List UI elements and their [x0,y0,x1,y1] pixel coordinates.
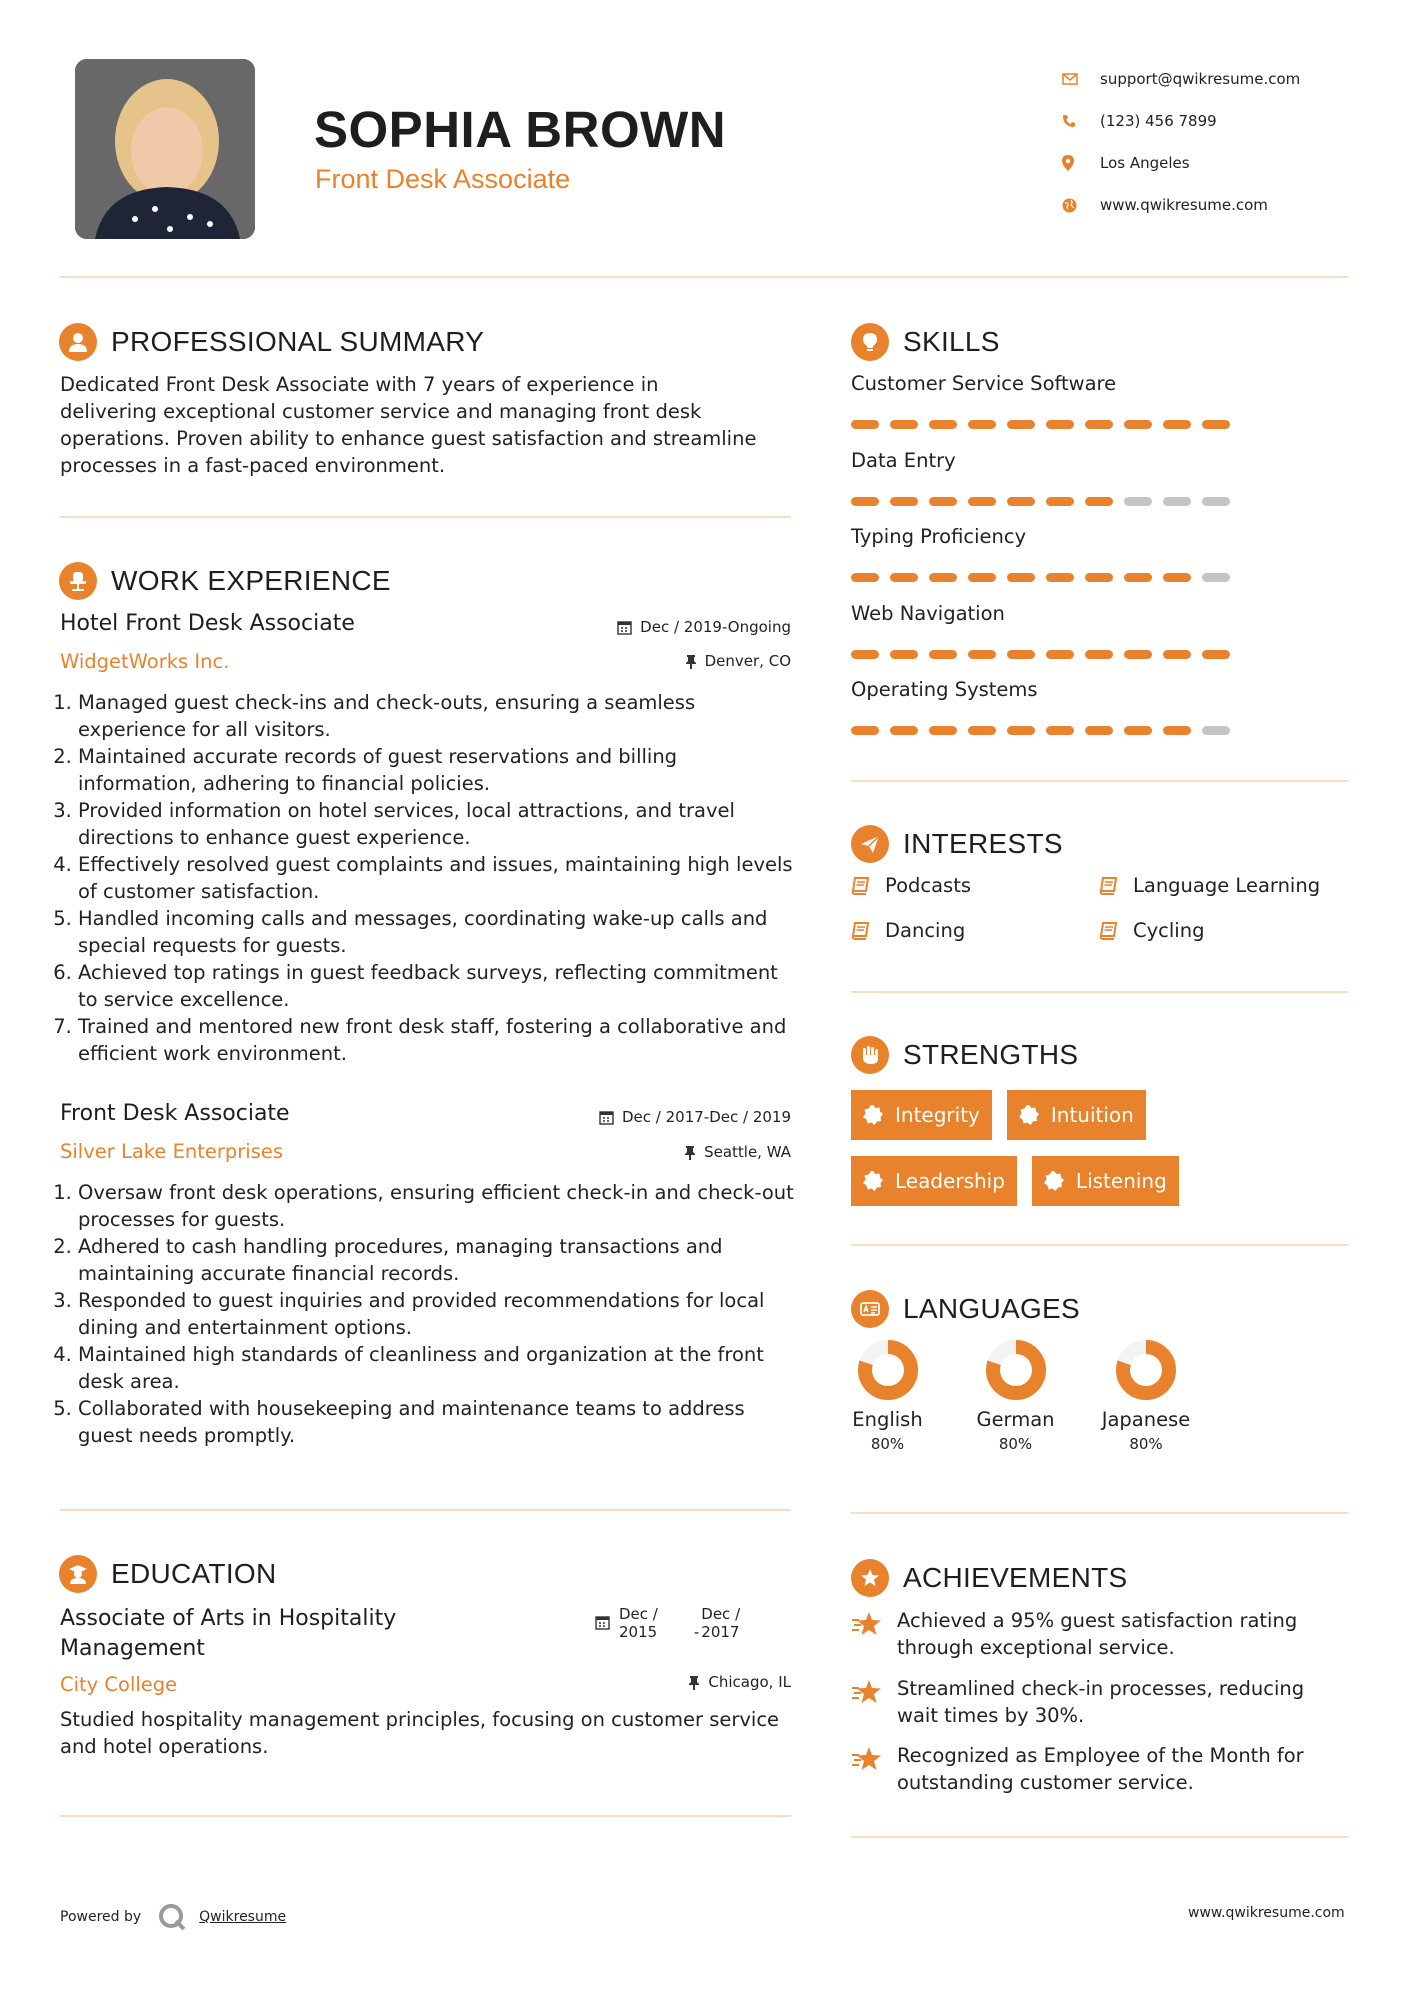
contact-phone[interactable] [1062,100,1300,142]
qwikresume-logo-icon [157,1902,187,1932]
education-date-separator: - [693,1623,700,1641]
book-icon [1099,877,1119,895]
strength-chip [851,1156,1017,1206]
skill-dash [851,573,879,582]
strength-chip [1007,1090,1146,1140]
achievement-text: Streamlined check-in processes, reducing wait times by 30%. [897,1677,1305,1727]
phone-icon [1062,114,1100,128]
skill-meter [851,650,1241,659]
star-icon [851,1746,883,1772]
list-item: 4. Maintained high standards of cleanliness and organization at the front desk area. [78,1341,799,1395]
achievement-item [851,1607,1341,1661]
skill-dash [1163,420,1191,429]
skill-dash [1124,573,1152,582]
strength-chip [1032,1156,1179,1206]
interest-item [851,874,971,897]
achievement-item [851,1742,1341,1796]
skill-dash [968,497,996,506]
skill-dash [890,497,918,506]
degree-line-2: Management [60,1636,205,1661]
interests-divider [851,991,1348,993]
interest-label: Cycling [1133,919,1205,942]
interests-header [851,825,1063,863]
strengths-divider [851,1244,1348,1246]
skill-dash [1007,726,1035,735]
skill-name: Customer Service Software [851,372,1117,395]
candidate-title: Front Desk Associate [315,164,571,194]
profile-photo [75,59,255,239]
trophy-star-icon [851,1559,889,1597]
language-item [1096,1340,1196,1453]
language-ring [858,1340,918,1400]
book-icon [851,877,871,895]
list-item: 2. Maintained accurate records of guest reservations and billing information, adhering to financial policies. [78,743,799,797]
interest-label: Podcasts [885,874,972,897]
work-header [59,562,391,600]
skill-dash [1007,650,1035,659]
achievements-heading: ACHIEVEMENTS [903,1562,1128,1593]
skill-dash [890,726,918,735]
job-title: Front Desk Associate [60,1101,290,1126]
skills-header [851,323,1000,361]
job-location [500,652,791,670]
education-start-year: 2015 [619,1623,658,1641]
pushpin-icon [685,654,697,669]
contact-phone-text: (123) 456 7899 [1100,112,1217,130]
job-bullets [59,689,799,1067]
skill-dash [929,573,957,582]
education-end-month: Dec / [701,1605,741,1623]
skill-dash [1085,497,1113,506]
paper-plane-icon [851,825,889,863]
badge-icon [1044,1171,1064,1191]
language-name: German [976,1408,1055,1431]
skill-dash [929,497,957,506]
list-item: 4. Effectively resolved guest complaints and issues, maintaining high levels of customer satisfaction. [78,851,799,905]
skill-dash [1085,420,1113,429]
contact-location [1062,142,1300,184]
strengths-list [851,1090,1341,1222]
contact-list [1062,58,1300,226]
chair-icon [59,562,97,600]
summary-divider [60,516,791,518]
skill-dash [1085,726,1113,735]
envelope-icon [1062,73,1100,85]
work-divider [60,1509,791,1511]
skill-dash [1085,650,1113,659]
powered-by-label: Powered by [60,1909,142,1925]
candidate-name: SOPHIA BROWN [314,101,727,158]
job-bullets [59,1179,799,1449]
list-item: 3. Responded to guest inquiries and provided recommendations for local dining and entertainment options. [78,1287,799,1341]
list-item: 5. Collaborated with housekeeping and maintenance teams to address guest needs promptly. [78,1395,799,1449]
languages-heading: LANGUAGES [903,1293,1080,1324]
contact-email-text: support@qwikresume.com [1100,70,1301,88]
job-dates [500,618,791,636]
education-end-year: 2017 [701,1623,740,1641]
contact-website-text: www.qwikresume.com [1100,196,1268,214]
skill-name: Data Entry [851,449,956,472]
pushpin-icon [684,1145,696,1160]
skill-meter [851,573,1241,582]
user-icon [59,323,97,361]
badge-icon [863,1171,883,1191]
language-percent: 80% [1129,1435,1163,1453]
job-location-text: Seattle, WA [704,1143,791,1161]
skills-divider [851,780,1348,782]
job-dates-text: Dec / 2019-Ongoing [640,618,791,636]
job-location-text: Denver, CO [704,652,791,670]
education-text: Studied hospitality management principles, focusing on customer service and hotel operations. [60,1708,780,1758]
language-name: Japanese [1101,1408,1191,1431]
language-icon [851,1290,889,1328]
education-heading: EDUCATION [111,1558,277,1589]
skill-dash [968,650,996,659]
list-item: 2. Adhered to cash handling procedures, managing transactions and maintaining accurate financial records. [78,1233,799,1287]
strengths-header [851,1036,1078,1074]
interest-item [851,919,965,942]
list-item: 6. Achieved top ratings in guest feedback surveys, reflecting commitment to service excellence. [78,959,799,1013]
education-dates [595,1605,740,1641]
language-percent: 80% [870,1435,905,1453]
education-start [619,1605,658,1641]
skill-dash [1046,726,1074,735]
list-item: 3. Provided information on hotel services, local attractions, and travel directions to enhance guest experience. [78,797,799,851]
star-icon [851,1611,883,1637]
work-heading: WORK EXPERIENCE [111,565,391,596]
job-title: Hotel Front Desk Associate [60,611,355,636]
skill-meter [851,726,1241,735]
skill-dash [1046,650,1074,659]
skill-dash [1007,573,1035,582]
graduate-icon [59,1555,97,1593]
skill-name: Typing Proficiency [851,525,1027,548]
languages-divider [851,1512,1348,1514]
school-name: City College [60,1673,178,1696]
skill-dash [851,726,879,735]
list-item: 7. Trained and mentored new front desk staff, fostering a collaborative and efficient work environment. [78,1013,799,1067]
skill-dash [1202,420,1230,429]
summary-heading: PROFESSIONAL SUMMARY [111,326,485,357]
language-percent: 80% [998,1435,1033,1453]
header-divider [60,276,1348,278]
skill-dash [1163,650,1191,659]
strength-label: Integrity [895,1103,980,1127]
skill-name: Operating Systems [851,678,1038,701]
job-dates-text: Dec / 2017-Dec / 2019 [622,1108,791,1126]
contact-website[interactable] [1062,184,1300,226]
education-location-text: Chicago, IL [708,1673,791,1691]
skills-heading: SKILLS [903,326,1000,357]
interest-label: Dancing [885,919,966,942]
education-end [701,1605,740,1641]
skill-dash [1124,726,1152,735]
strength-label: Listening [1075,1169,1167,1193]
interest-item [1099,919,1204,942]
skill-name: Web Navigation [851,602,1005,625]
skill-dash [1202,573,1230,582]
strength-label: Intuition [1050,1103,1134,1127]
skill-dash [1046,573,1074,582]
achievements-divider [851,1836,1348,1838]
skill-dash [1202,650,1230,659]
skill-dash [968,573,996,582]
skill-dash [1124,497,1152,506]
skill-dash [1202,726,1230,735]
book-icon [851,922,871,940]
education-header [59,1555,277,1593]
achievement-item [851,1675,1341,1729]
globe-icon [1062,198,1100,213]
degree-line-1: Associate of Arts in Hospitality [60,1606,397,1631]
skill-dash [890,650,918,659]
language-ring [986,1340,1046,1400]
skill-dash [851,497,879,506]
skill-dash [1202,497,1230,506]
skill-dash [1124,420,1152,429]
education-start-month: Dec / [619,1605,658,1623]
education-location [500,1673,791,1691]
strengths-heading: STRENGTHS [903,1039,1079,1070]
job-location [500,1143,791,1161]
company-name: WidgetWorks Inc. [60,650,230,673]
calendar-icon [617,620,632,635]
map-pin-icon [1062,155,1100,171]
languages-header [851,1290,1080,1328]
footer-brand-link[interactable]: Qwikresume [199,1909,287,1925]
job-dates [500,1108,791,1126]
list-item: 5. Handled incoming calls and messages, coordinating wake-up calls and special requests for guests. [78,905,799,959]
skill-dash [968,726,996,735]
contact-email[interactable] [1062,58,1300,100]
language-ring [1116,1340,1176,1400]
interests-heading: INTERESTS [903,828,1063,859]
summary-header [59,323,484,361]
badge-icon [863,1105,883,1125]
skill-dash [929,420,957,429]
list-item: 1. Oversaw front desk operations, ensuring efficient check-in and check-out processes for guests. [78,1179,799,1233]
degree-title [60,1604,396,1664]
lightbulb-icon [851,323,889,361]
skill-dash [890,420,918,429]
interest-item [1099,874,1320,897]
strength-chip [851,1090,992,1140]
skill-dash [851,650,879,659]
badge-icon [1019,1105,1039,1125]
skill-dash [929,650,957,659]
skill-dash [1124,650,1152,659]
language-name: English [852,1408,923,1431]
skill-dash [1007,420,1035,429]
skill-dash [1085,573,1113,582]
skill-meter [851,420,1241,429]
contact-location-text: Los Angeles [1100,154,1190,172]
pushpin-icon [688,1675,700,1690]
skill-dash [929,726,957,735]
skill-dash [1163,573,1191,582]
summary-text: Dedicated Front Desk Associate with 7 years of experience in delivering exceptional customer service and managing front desk operations. Proven ability to enhance guest satisfaction and streamline processes in a fast-paced environment. [60,373,757,477]
footer-url[interactable]: www.qwikresume.com [1188,1905,1345,1921]
skill-meter [851,497,1241,506]
star-icon [851,1679,883,1705]
skill-dash [1046,497,1074,506]
achievement-text: Recognized as Employee of the Month for outstanding customer service. [897,1744,1304,1794]
strength-label: Leadership [895,1169,1005,1193]
education-divider [60,1815,791,1817]
skill-dash [1007,497,1035,506]
skill-dash [851,420,879,429]
language-item [973,1340,1058,1453]
achievements-header [851,1559,1128,1597]
calendar-icon [599,1110,614,1125]
skill-dash [1163,726,1191,735]
calendar-icon [595,1615,610,1630]
interest-label: Language Learning [1133,874,1321,897]
achievement-text: Achieved a 95% guest satisfaction rating through exceptional service. [897,1609,1298,1659]
language-item [850,1340,925,1453]
company-name: Silver Lake Enterprises [60,1140,284,1163]
skill-dash [890,573,918,582]
skill-dash [968,420,996,429]
book-icon [1099,922,1119,940]
list-item: 1. Managed guest check-ins and check-outs, ensuring a seamless experience for all visitors. [78,689,799,743]
skill-dash [1163,497,1191,506]
footer-powered-by [60,1902,286,1932]
skill-dash [1046,420,1074,429]
fist-icon [851,1036,889,1074]
